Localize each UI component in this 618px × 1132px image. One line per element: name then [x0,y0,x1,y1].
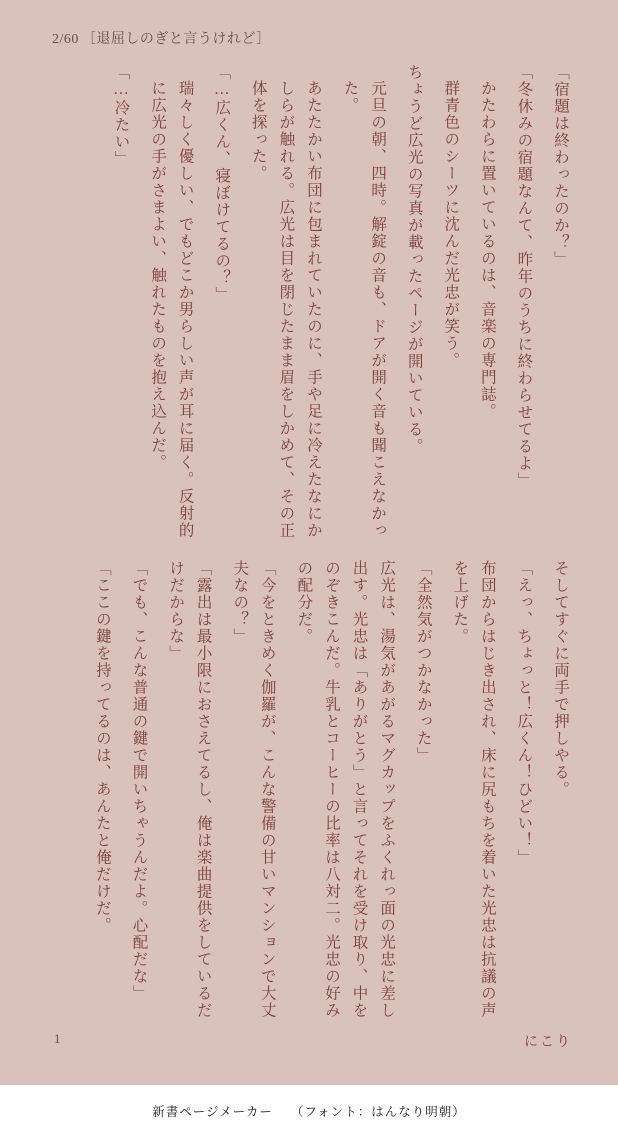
page-number: 1 [54,1031,61,1046]
text-column: 群青色のシーツに沈んだ光忠が笑う。 [442,80,460,369]
text-column: 「冬休みの宿題なんて、昨年のうちに終わらせてるよ」 [515,64,533,489]
text-column: 「宿題は終わったのか？」 [552,64,569,268]
generator-name: 新書ページメーカー [152,1105,273,1119]
generator-font-note: （フォント：はんなり明朝） [290,1105,466,1119]
text-column: 元旦の朝、四時。解錠の音も、ドアが開く音も聞こえなかった。 [341,80,387,539]
text-column: 「ここの鍵を持ってるのは、あんたと俺だけだ。 [93,560,111,934]
text-column: 「…広くん、寝ぼけてるの？」 [213,64,231,304]
text-block-upper [34,64,574,539]
author-signature: にこり [524,1035,572,1050]
text-column: そしてすぐに両手で押しやる。 [552,560,569,798]
text-column: 「えっ、ちょっと！広くん！ひどい！」 [515,560,533,866]
text-column: 布団からはじき出され、床に尻もちを着いた光忠は抗議の声を上げた。 [451,560,496,1019]
page-header [52,28,271,48]
text-column: 瑞々しく優しい、でもどこか男らしい声が耳に届く。反射的に広光の手がさまよい、触れたものを抱え込んだ。 [149,80,194,539]
text-column: 「でも、こんな普通の鍵で開いちゃうんだよ。心配だな」 [130,560,148,1002]
generator-caption [0,1102,618,1120]
text-column: あたたかい布団に包まれていたのに、手や足に冷えたなにかしらが触れる。広光は目を閉じたまま眉をしかめて、その正体を探った。 [249,80,322,539]
text-column: 「全然気がつかなかった」 [414,560,432,764]
text-column: 「今をときめく伽羅が、こんな警備の甘いマンションで大丈夫なの？」 [231,560,276,1019]
text-block-lower [34,560,574,1020]
text-column: 「…冷たい」 [112,64,130,168]
page-title: ［退屈しのぎと言うけれど］ [81,32,271,47]
text-column: かたわらに置いているのは、音楽の専門誌。 [478,80,496,420]
page-indicator: 2/60 [52,32,79,47]
text-column: 「露出は最小限におさえてるし、俺は楽曲提供をしているだけだからな」 [167,560,212,1019]
text-column: ちょうど広光の写真が載ったページが開いている。 [405,64,423,455]
text-column: 広光は、湯気があがるマグカップをふくれっ面の光忠に差し出す。光忠は「ありがとう」と言ってそれを受け取り、中をのぞきこんだ。牛乳とコーヒーの比率は八対二。光忠の好みの配分だ。 [295,560,396,1019]
